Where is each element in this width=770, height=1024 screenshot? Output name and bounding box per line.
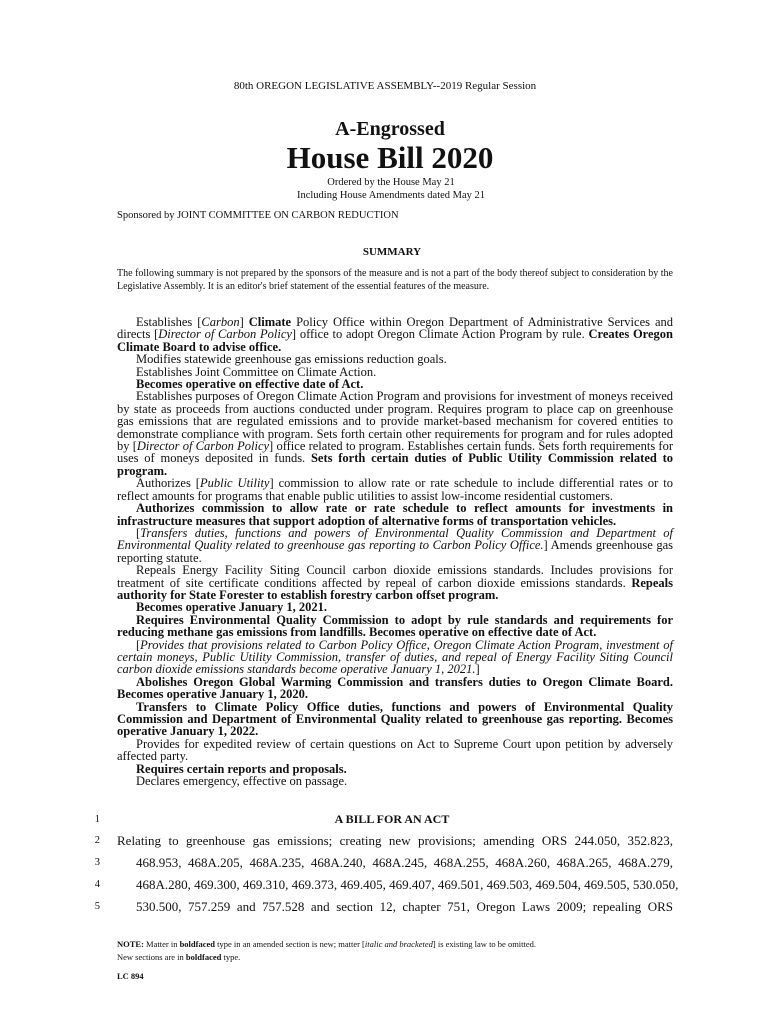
bill-line [0, 899, 770, 919]
bill-line-text: 468A.280, 469.300, 469.310, 469.373, 469.405, 469.407, 469.501, 469.503, 469.504, 469.505, 530.050, [136, 877, 679, 892]
bill-title: House Bill 2020 [286, 140, 494, 175]
summary-text: Repeals Energy Facility Siting Council carbon dioxide emissions standards. Includes provisions for treatment of site certificate conditions affected by repeal of carbon dioxide emissions standards. [117, 563, 673, 590]
summary-paragraph [117, 564, 673, 601]
sponsor-line: Sponsored by JOINT COMMITTEE ON CARBON REDUCTION [117, 210, 399, 221]
bill-line [0, 855, 770, 875]
summary-text: ] office to adopt Oregon Climate Action Program by rule. [291, 327, 589, 342]
bill-line [0, 812, 770, 832]
note-text: New sections are in [117, 951, 186, 962]
summary-text: ] [239, 315, 249, 329]
summary-paragraph [117, 527, 673, 564]
note-bold: boldfaced [179, 939, 215, 949]
summary-bold-text: Requires Environmental Quality Commission to adopt by rule standards and requirements for reducing methane gas emissions from landfills. Becomes operative on effective date of Act. [117, 612, 673, 640]
summary-paragraph [117, 738, 673, 763]
note-text: Matter in [143, 939, 180, 949]
summary-text: ] Amends greenhouse gas reporting statute. [117, 538, 673, 565]
summary-text: [ [136, 637, 141, 652]
summary-italic-text: Transfers duties, functions and powers of Environmental Quality Commission and Department of Environmental Quality related to greenhouse gas reporting to Carbon Policy Office. [117, 525, 673, 553]
summary-paragraph [117, 614, 673, 639]
note-label: NOTE: [117, 939, 144, 949]
summary-bold-text: Becomes operative January 1, 2021. [136, 600, 327, 615]
ordered-line: Ordered by the House May 21 [327, 177, 455, 188]
summary-bold-text: Transfers to Climate Policy Office duties, functions and powers of Environmental Quality Commission and Department of Environmental Quality related to greenhouse gas reporting. Becomes operative January 1, 2022. [117, 699, 673, 739]
note-text: ] is existing law to be omitted. [432, 939, 537, 949]
summary-paragraph [117, 775, 673, 787]
line-number: 4 [94, 879, 100, 890]
summary-italic-text: Director of Carbon Policy [136, 439, 270, 454]
summary-bold-text: Requires certain reports and proposals. [136, 761, 347, 776]
summary-text: Policy Office within Oregon Department of Administrative Services and directs [ [117, 315, 673, 342]
note-text: type in an amended section is new; matter [ [215, 939, 365, 949]
summary-paragraph [117, 316, 673, 353]
summary-bold-text: Sets forth certain duties of Public Utility Commission related to program. [117, 451, 673, 478]
amendments-line: Including House Amendments dated May 21 [296, 189, 486, 201]
lc-number: LC 894 [117, 971, 144, 981]
note-text: type. [221, 951, 241, 962]
summary-italic-text: Director of Carbon Policy [158, 327, 292, 342]
line-number: 1 [94, 814, 100, 825]
summary-bold-text: Climate [248, 315, 292, 329]
summary-paragraph [117, 390, 673, 477]
summary-text: [ [136, 525, 141, 540]
summary-paragraph [117, 477, 673, 502]
bill-line-text: 468.953, 468A.205, 468A.235, 468A.240, 468A.245, 468A.255, 468A.260, 468A.265, 468A.279, [136, 855, 673, 870]
summary-paragraph [117, 639, 673, 676]
summary-text: ] [475, 662, 480, 677]
summary-text: Establishes purposes of Oregon Climate Action Program and provisions for investment of moneys received by state as proceeds from auctions conducted under program. Requires program to place cap on greenhouse gas emissions that are regulated emissions and to provide market-based mechanism for covered entities to demonstrate compliance with program. Sets forth certain other requirements for program and for rules adopted by [ [117, 389, 673, 454]
summary-text: Establishes Joint Committee on Climate Action. [136, 364, 377, 379]
ordered-info [0, 177, 770, 202]
summary-italic-text: Carbon [201, 315, 240, 329]
summary-bold-text: Creates Oregon Climate Board to advise office. [117, 327, 674, 354]
summary-italic-text: Provides that provisions related to Carbon Policy Office, Oregon Climate Action Program, investment of certain moneys, Public Utility Commission, transfer of duties, and repeal of Energy Facility Siting Council carbon dioxide emissions standards become operative January 1, 2021. [117, 637, 673, 677]
summary-text: Authorizes [ [136, 476, 200, 491]
footnote [117, 938, 677, 963]
bill-line [0, 833, 770, 853]
summary-bold-text: Abolishes Oregon Global Warming Commission and transfers duties to Oregon Climate Board. Becomes operative January 1, 2020. [117, 674, 673, 702]
summary-text: ] office related to program. Establishes certain funds. Sets forth requirements for uses of moneys deposited in funds. [117, 439, 674, 466]
summary-paragraph [117, 676, 673, 701]
summary-text: Provides for expedited review of certain questions on Act to Supreme Court upon petition by adversely affected party. [117, 736, 673, 764]
note-italic: italic and bracketed [364, 939, 433, 949]
bill-line-text: Relating to greenhouse gas emissions; creating new provisions; amending ORS 244.050, 352.823, [117, 833, 673, 848]
summary-bold-text: Becomes operative on effective date of Act. [136, 377, 364, 392]
line-number: 3 [94, 857, 100, 868]
summary-heading: SUMMARY [362, 246, 422, 258]
summary-text: Declares emergency, effective on passage. [136, 774, 348, 789]
note-bold: boldfaced [185, 951, 222, 962]
bill-line-text: 530.500, 757.259 and 757.528 and section 12, chapter 751, Oregon Laws 2009; repealing ORS [136, 899, 673, 914]
session-header: 80th OREGON LEGISLATIVE ASSEMBLY--2019 Regular Session [233, 80, 537, 92]
summary-text: Establishes [ [136, 315, 202, 329]
bill-line [0, 877, 770, 897]
summary-text: ] commission to allow rate or rate schedule to include differential rates or to reflect amounts for programs that enable public utilities to assist low-income residential customers. [117, 476, 673, 503]
summary-bold-text: Authorizes commission to allow rate or rate schedule to reflect amounts for investments in infrastructure measures that support adoption of alternative forms of transportation vehicles. [117, 501, 673, 528]
summary-text: Modifies statewide greenhouse gas emissions reduction goals. [136, 352, 447, 367]
summary-paragraph [117, 502, 673, 527]
summary-italic-text: Public Utility [199, 476, 270, 491]
summary-bold-text: Repeals authority for State Forester to establish forestry carbon offset program. [117, 575, 673, 602]
summary-disclaimer: The following summary is not prepared by the sponsors of the measure and is not a part of the body thereof subject to consideration by the Legislative Assembly. It is an editor's brief statement of the essential features of the measure. [117, 268, 673, 292]
engrossed-label: A-Engrossed [335, 118, 445, 140]
line-number: 2 [94, 835, 100, 846]
bill-heading: A BILL FOR AN ACT [334, 812, 450, 826]
summary-paragraph [117, 701, 673, 738]
line-number: 5 [94, 901, 100, 912]
summary-body [117, 316, 673, 787]
